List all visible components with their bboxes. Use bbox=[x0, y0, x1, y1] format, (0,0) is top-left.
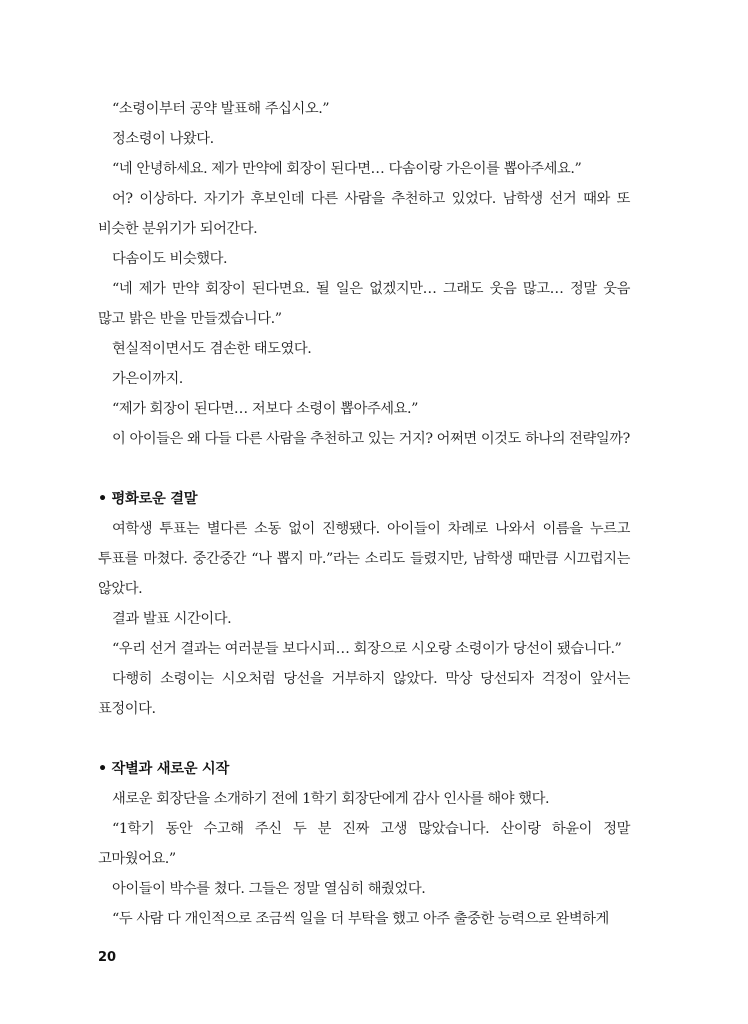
paragraph: 이 아이들은 왜 다들 다른 사람을 추천하고 있는 거지? 어쩌면 이것도 하나의 전략일까? bbox=[112, 431, 630, 447]
page-number: 20 bbox=[98, 950, 117, 965]
paragraph: 어? 이상하다. 자기가 후보인데 다른 사람을 추천하고 있었다. 남학생 선거 때와 또 비슷한 분위기가 되어간다. bbox=[98, 191, 630, 237]
paragraph: 다행히 소령이는 시오처럼 당선을 거부하지 않았다. 막상 당선되자 걱정이 앞서는 표정이다. bbox=[98, 671, 630, 717]
paragraph: “소령이부터 공약 발표해 주십시오.” bbox=[112, 101, 330, 117]
paragraph: “우리 선거 결과는 여러분들 보다시피… 회장으로 시오랑 소령이가 당선이 됐습니다.” bbox=[112, 641, 622, 657]
paragraph: 아이들이 박수를 쳤다. 그들은 정말 열심히 해줬었다. bbox=[112, 881, 426, 897]
paragraph: 결과 발표 시간이다. bbox=[112, 611, 232, 627]
section-spacer bbox=[98, 724, 630, 754]
paragraph: “제가 회장이 된다면… 저보다 소령이 뽑아주세요.” bbox=[112, 401, 418, 417]
section-heading-peaceful-ending: • 평화로운 결말 bbox=[98, 491, 198, 507]
paragraph: 현실적이면서도 겸손한 태도였다. bbox=[112, 341, 312, 357]
paragraph: 정소령이 나왔다. bbox=[112, 131, 214, 147]
paragraph: “네 안녕하세요. 제가 만약에 회장이 된다면… 다솜이랑 가은이를 뽑아주세요.” bbox=[112, 161, 582, 177]
section-heading-farewell-new-start: • 작별과 새로운 시작 bbox=[98, 761, 229, 777]
paragraph: 여학생 투표는 별다른 소동 없이 진행됐다. 아이들이 차례로 나와서 이름을 누르고 투표를 마쳤다. 중간중간 “나 뽑지 마.”라는 소리도 들렸지만, 남학생 때만큼 시끄럽지는 않았다. bbox=[98, 521, 630, 597]
paragraph: 가은이까지. bbox=[112, 371, 183, 387]
paragraph: 새로운 회장단을 소개하기 전에 1학기 회장단에게 감사 인사를 해야 했다. bbox=[112, 791, 550, 807]
page-body bbox=[98, 94, 630, 934]
paragraph: “1학기 동안 수고해 주신 두 분 진짜 고생 많았습니다. 산이랑 하윤이 정말 고마웠어요.” bbox=[98, 821, 630, 867]
paragraph: “네 제가 만약 회장이 된다면요. 될 일은 없겠지만… 그래도 웃음 많고… 정말 웃음 많고 밝은 반을 만들겠습니다.” bbox=[98, 281, 630, 327]
paragraph: “두 사람 다 개인적으로 조금씩 일을 더 부탁을 했고 아주 출중한 능력으로 완벽하게 bbox=[112, 911, 609, 927]
section-spacer bbox=[98, 454, 630, 484]
paragraph: 다솜이도 비슷했다. bbox=[112, 251, 228, 267]
